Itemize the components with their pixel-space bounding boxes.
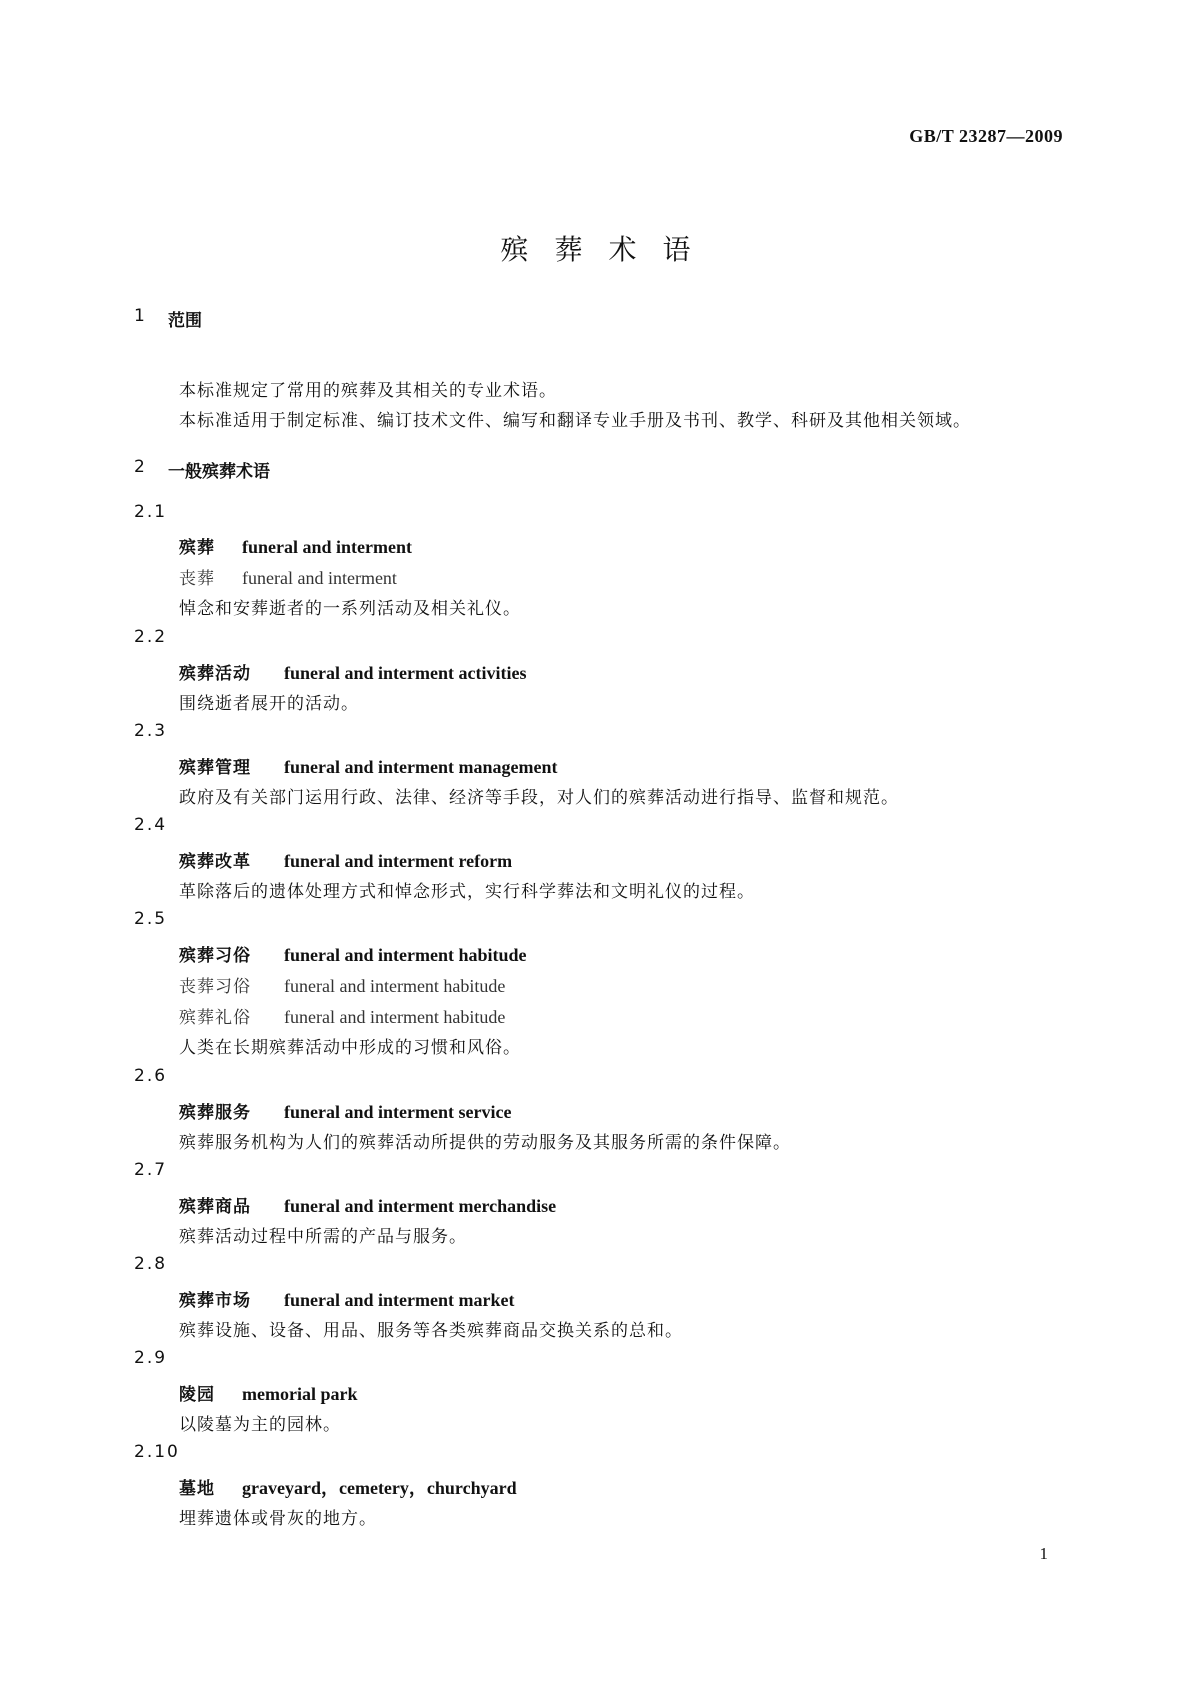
term-number: 2.5 bbox=[134, 909, 168, 929]
scope-paragraph: 本标准规定了常用的殡葬及其相关的专业术语。 bbox=[179, 381, 557, 401]
term-definition: 悼念和安葬逝者的一系列活动及相关礼仪。 bbox=[179, 599, 521, 619]
term-number: 2.7 bbox=[134, 1160, 168, 1180]
term-heading bbox=[179, 1380, 357, 1405]
section-number: 1 bbox=[134, 306, 145, 326]
term-definition: 革除落后的遗体处理方式和悼念形式，实行科学葬法和文明礼仪的过程。 bbox=[179, 882, 755, 902]
term-definition: 殡葬设施、设备、用品、服务等各类殡葬商品交换关系的总和。 bbox=[179, 1321, 683, 1341]
synonym-en: funeral and interment habitude bbox=[284, 976, 506, 996]
term-zh: 殡葬服务 bbox=[179, 1103, 251, 1123]
term-en: funeral and interment service bbox=[284, 1102, 512, 1122]
term-zh: 陵园 bbox=[179, 1385, 215, 1405]
term-heading bbox=[179, 1098, 511, 1123]
term-en: memorial park bbox=[242, 1384, 358, 1404]
term-definition: 以陵墓为主的园林。 bbox=[179, 1415, 341, 1435]
term-number: 2.8 bbox=[134, 1254, 168, 1274]
synonym-zh: 丧葬习俗 bbox=[179, 977, 251, 997]
term-en: funeral and interment merchandise bbox=[284, 1196, 557, 1216]
term-heading bbox=[179, 1286, 514, 1311]
term-number: 2.6 bbox=[134, 1066, 168, 1086]
term-heading bbox=[179, 753, 557, 778]
standard-code: GB/T 23287—2009 bbox=[909, 126, 1063, 146]
term-zh: 殡葬市场 bbox=[179, 1291, 251, 1311]
term-en: funeral and interment market bbox=[284, 1290, 515, 1310]
term-heading bbox=[179, 847, 512, 872]
term-en: funeral and interment bbox=[242, 537, 412, 557]
scope-paragraph: 本标准适用于制定标准、编订技术文件、编写和翻译专业手册及书刊、教学、科研及其他相关领域。 bbox=[179, 411, 971, 431]
term-synonym bbox=[179, 972, 505, 997]
term-heading bbox=[179, 941, 527, 966]
term-definition: 围绕逝者展开的活动。 bbox=[179, 694, 359, 714]
synonym-zh: 殡葬礼俗 bbox=[179, 1008, 251, 1028]
term-definition: 政府及有关部门运用行政、法律、经济等手段，对人们的殡葬活动进行指导、监督和规范。 bbox=[179, 788, 899, 808]
term-zh: 殡葬改革 bbox=[179, 852, 251, 872]
term-number: 2.3 bbox=[134, 721, 168, 741]
term-en: graveyard，cemetery，churchyard bbox=[242, 1478, 517, 1498]
term-heading bbox=[179, 1474, 517, 1500]
term-zh: 殡葬商品 bbox=[179, 1197, 251, 1217]
page-number: 1 bbox=[1039, 1544, 1048, 1563]
term-number: 2.4 bbox=[134, 815, 168, 835]
term-zh: 殡葬习俗 bbox=[179, 946, 251, 966]
term-en: funeral and interment activities bbox=[284, 663, 527, 683]
term-definition: 人类在长期殡葬活动中形成的习惯和风俗。 bbox=[179, 1038, 521, 1058]
term-heading bbox=[179, 1192, 556, 1217]
document-title: 殡葬术语 bbox=[500, 233, 717, 266]
term-number: 2.10 bbox=[134, 1442, 180, 1462]
term-definition: 殡葬活动过程中所需的产品与服务。 bbox=[179, 1227, 467, 1247]
term-en: funeral and interment habitude bbox=[284, 945, 527, 965]
term-zh: 殡葬活动 bbox=[179, 664, 251, 684]
term-number: 2.1 bbox=[134, 502, 168, 522]
term-definition: 殡葬服务机构为人们的殡葬活动所提供的劳动服务及其服务所需的条件保障。 bbox=[179, 1133, 791, 1153]
term-en: funeral and interment reform bbox=[284, 851, 513, 871]
term-zh: 墓地 bbox=[179, 1479, 215, 1499]
term-synonym bbox=[179, 564, 397, 589]
synonym-zh: 丧葬 bbox=[179, 569, 215, 589]
term-number: 2.2 bbox=[134, 627, 168, 647]
synonym-en: funeral and interment habitude bbox=[284, 1007, 506, 1027]
term-en: funeral and interment management bbox=[284, 757, 558, 777]
term-number: 2.9 bbox=[134, 1348, 168, 1368]
section-title-scope: 范围 bbox=[168, 311, 202, 331]
term-heading bbox=[179, 659, 526, 684]
term-heading bbox=[179, 533, 412, 558]
section-number: 2 bbox=[134, 457, 145, 477]
term-zh: 殡葬管理 bbox=[179, 758, 251, 778]
section-title-general-terms: 一般殡葬术语 bbox=[168, 462, 270, 482]
term-synonym bbox=[179, 1003, 505, 1028]
synonym-en: funeral and interment bbox=[242, 568, 397, 588]
term-zh: 殡葬 bbox=[179, 538, 215, 558]
term-definition: 埋葬遗体或骨灰的地方。 bbox=[179, 1509, 377, 1529]
